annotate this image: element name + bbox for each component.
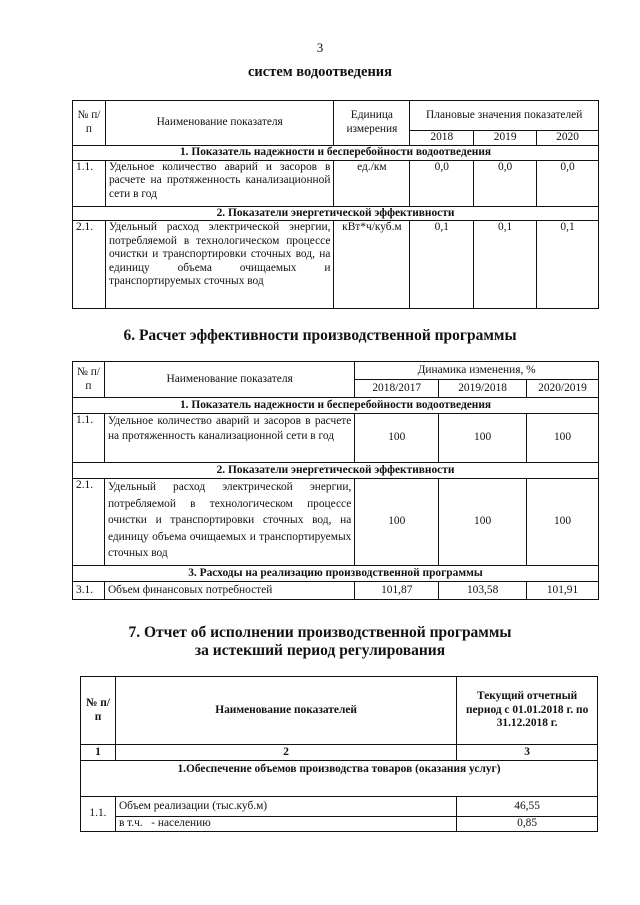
header-dynamics: Динамика изменения, % xyxy=(355,362,599,380)
header-num: № п/п xyxy=(73,362,105,398)
row-num: 1.1. xyxy=(81,797,116,832)
row-value: 100 xyxy=(439,414,527,463)
row-value: 0,0 xyxy=(410,160,474,206)
row-unit: кВт*ч/куб.м xyxy=(334,221,410,309)
row-value: 0,1 xyxy=(474,221,537,309)
heading-report-line1: 7. Отчет об исполнении производственной программы xyxy=(128,624,512,641)
row-value: 0,1 xyxy=(410,221,474,309)
header-name: Наименование показателя xyxy=(105,101,333,146)
section-expenses: 3. Расходы на реализацию производственной программы xyxy=(73,566,599,582)
header-year: 2018 xyxy=(410,131,474,146)
row-num: 1.1. xyxy=(73,160,106,206)
row-value: 100 xyxy=(527,479,599,566)
row-num: 2.1. xyxy=(73,221,106,309)
col-index: 2 xyxy=(115,745,456,761)
section-energy: 2. Показатели энергетической эффективности xyxy=(73,463,599,479)
plan-indicators-table xyxy=(72,100,599,309)
row-num: 1.1. xyxy=(73,414,105,463)
row-unit: ед./км xyxy=(334,160,410,206)
row-name: в т.ч. - населению xyxy=(115,817,456,832)
heading-report-line2: за истекший период регулирования xyxy=(194,642,446,659)
row-value: 0,0 xyxy=(537,160,599,206)
section-production: 1.Обеспечение объемов производства товаров (оказания услуг) xyxy=(81,761,598,797)
heading-efficiency: 6. Расчет эффективности производственной программы xyxy=(123,327,517,344)
col-index: 3 xyxy=(457,745,598,761)
row-name: Объем финансовых потребностей xyxy=(104,582,354,600)
header-name: Наименование показателя xyxy=(104,362,354,398)
header-period: 2018/2017 xyxy=(355,380,439,398)
page-number: 3 xyxy=(316,40,324,55)
row-value: 100 xyxy=(527,414,599,463)
row-name: Удельное количество аварий и засоров в расчете на протяженность канализационной сети в год xyxy=(104,414,354,463)
row-num: 3.1. xyxy=(73,582,105,600)
header-plan: Плановые значения показателей xyxy=(410,101,599,131)
row-value: 0,0 xyxy=(474,160,537,206)
header-unit: Единица измерения xyxy=(334,101,410,146)
row-value: 101,87 xyxy=(355,582,439,600)
row-name: Объем реализации (тыс.куб.м) xyxy=(115,797,456,817)
row-num: 2.1. xyxy=(73,479,105,566)
report-table xyxy=(80,676,598,832)
header-year: 2020 xyxy=(537,131,599,146)
row-value: 100 xyxy=(355,414,439,463)
row-value: 100 xyxy=(439,479,527,566)
section-reliability: 1. Показатель надежности и бесперебойности водоотведения xyxy=(73,398,599,414)
top-heading: систем водоотведения xyxy=(247,64,393,80)
row-name: Удельный расход электрической энергии, потребляемой в технологическом процессе очистки и транспортировки сточных вод, на единицу объема очищаемых и транспортируемых сточных вод xyxy=(104,479,354,566)
row-value: 101,91 xyxy=(527,582,599,600)
header-year: 2019 xyxy=(474,131,537,146)
row-value: 103,58 xyxy=(439,582,527,600)
section-reliability: 1. Показатель надежности и бесперебойности водоотведения xyxy=(73,145,599,160)
header-period: Текущий отчетный период с 01.01.2018 г. по 31.12.2018 г. xyxy=(457,677,598,745)
efficiency-table xyxy=(72,361,599,600)
row-value: 0,1 xyxy=(537,221,599,309)
header-num: № п/п xyxy=(81,677,116,745)
row-value: 100 xyxy=(355,479,439,566)
col-index: 1 xyxy=(81,745,116,761)
row-value: 0,85 xyxy=(457,817,598,832)
header-num: № п/п xyxy=(73,101,106,146)
row-name: Удельное количество аварий и засоров в расчете на протяженность канализационной сети в год xyxy=(105,160,333,206)
row-value: 46,55 xyxy=(457,797,598,817)
header-period: 2020/2019 xyxy=(527,380,599,398)
header-period: 2019/2018 xyxy=(439,380,527,398)
row-name: Удельный расход электрической энергии, потребляемой в технологическом процессе очистки и транспортировки сточных вод, на единицу объема очищаемых и транспортируемых сточных вод xyxy=(105,221,333,309)
header-name: Наименование показателей xyxy=(115,677,456,745)
section-energy: 2. Показатели энергетической эффективности xyxy=(73,206,599,221)
